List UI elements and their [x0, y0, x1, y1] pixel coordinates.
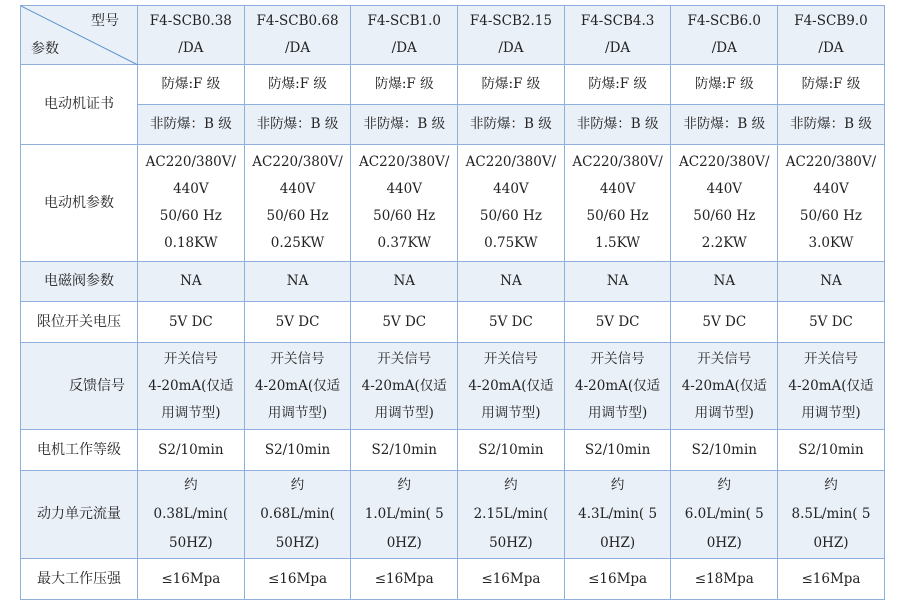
cell-line: /DA [605, 40, 631, 56]
cell-line: 开关信号 [377, 350, 432, 367]
cell-line: 50HZ) [275, 535, 320, 551]
cell-line: 440V [706, 181, 743, 197]
cert-non-explosion-proof: 非防爆：B 级 [671, 105, 778, 145]
cell-line: 2.15L/min( [473, 506, 549, 522]
cell-line: 6.0L/min( 5 [684, 506, 764, 522]
motor-value [458, 145, 565, 262]
cert-non-explosion-proof: 非防爆：B 级 [564, 105, 671, 145]
limit-value: 5V DC [458, 302, 565, 343]
cell-line: 2.2KW [701, 235, 747, 251]
cell-line: 用调节型) [161, 404, 221, 421]
cell-line: /DA [391, 40, 417, 56]
cell-line: 约 [290, 477, 305, 493]
row-label: 限位开关电压 [21, 302, 138, 343]
cell-line: /DA [818, 40, 844, 56]
duty-value: S2/10min [138, 430, 245, 471]
feedback-value [671, 343, 778, 430]
cell-line: 4-20mA(仅适 [788, 377, 874, 394]
model-header [778, 6, 885, 65]
feedback-value [564, 343, 671, 430]
cell-line: 440V [279, 181, 316, 197]
cell-line: 50/60 Hz [373, 208, 436, 224]
cell-line: 4-20mA(仅适 [361, 377, 447, 394]
row-label: 反馈信号 [21, 343, 138, 430]
duty-value: S2/10min [564, 430, 671, 471]
cert-explosion-proof: 防爆:F 级 [671, 65, 778, 105]
cell-line: 约 [397, 477, 411, 493]
model-header [458, 6, 565, 65]
motor-value [351, 145, 458, 262]
duty-value: S2/10min [244, 430, 351, 471]
cell-line: 50/60 Hz [586, 208, 649, 224]
flow-value [244, 471, 351, 559]
valve-value: NA [778, 262, 885, 302]
cert-explosion-proof: 防爆:F 级 [458, 65, 565, 105]
motor-value [138, 145, 245, 262]
row-flow [21, 471, 885, 559]
corner-model-label: 型号 [91, 13, 119, 29]
cell-line: 用调节型) [694, 404, 754, 421]
pressure-value: ≤16Mpa [138, 559, 245, 600]
pressure-value: ≤18Mpa [671, 559, 778, 600]
motor-value [778, 145, 885, 262]
model-header [244, 6, 351, 65]
cell-line: 4-20mA(仅适 [681, 377, 767, 394]
cell-line: 开关信号 [803, 350, 858, 367]
cert-explosion-proof: 防爆:F 级 [351, 65, 458, 105]
row-pressure [21, 559, 885, 600]
row-valve [21, 262, 885, 302]
valve-value: NA [458, 262, 565, 302]
limit-value: 5V DC [244, 302, 351, 343]
cell-line: 0HZ) [600, 535, 636, 551]
pressure-value: ≤16Mpa [458, 559, 565, 600]
flow-value [564, 471, 671, 559]
corner-param-label: 参数 [31, 41, 59, 57]
row-duty [21, 430, 885, 471]
duty-value: S2/10min [778, 430, 885, 471]
duty-value: S2/10min [458, 430, 565, 471]
cell-line: 4-20mA(仅适 [148, 377, 234, 394]
cell-line: F4-SCB0.68 [256, 13, 339, 29]
cell-line: 440V [493, 181, 529, 197]
valve-value: NA [138, 262, 245, 302]
cell-line: 用调节型) [801, 404, 861, 421]
cell-line: 440V [173, 181, 209, 197]
duty-value: S2/10min [671, 430, 778, 471]
model-header [671, 6, 778, 65]
cell-line: 用调节型) [587, 404, 648, 421]
cell-line: 1.0L/min( 5 [364, 506, 444, 522]
model-header [138, 6, 245, 65]
cell-line: 440V [813, 181, 849, 197]
cell-line: 1.5KW [595, 235, 641, 251]
cell-line: 0.37KW [377, 235, 431, 251]
cell-line: 8.5L/min( 5 [791, 506, 871, 522]
cell-line: F4-SCB2.15 [469, 13, 552, 29]
valve-value: NA [244, 262, 351, 302]
header-row [21, 6, 885, 65]
cell-line: 50/60 Hz [159, 208, 222, 224]
cell-line: 50HZ) [489, 535, 533, 551]
cell-line: F4-SCB6.0 [687, 13, 762, 29]
limit-value: 5V DC [778, 302, 885, 343]
row-label: 电动机参数 [21, 145, 138, 262]
spec-table [20, 5, 885, 600]
cell-line: AC220/380V/ [465, 154, 557, 170]
cell-line: AC220/380V/ [572, 154, 663, 170]
row-motor [21, 145, 885, 262]
cell-line: AC220/380V/ [252, 154, 343, 170]
cell-line: 3.0KW [808, 235, 854, 251]
row-limit [21, 302, 885, 343]
row-label: 动力单元流量 [21, 471, 138, 559]
cert-explosion-proof: 防爆:F 级 [138, 65, 245, 105]
motor-value [671, 145, 778, 262]
cell-line: 约 [824, 477, 838, 493]
cell-line: 4-20mA(仅适 [575, 377, 661, 394]
cell-line: 约 [610, 477, 625, 493]
feedback-value [778, 343, 885, 430]
feedback-value [138, 343, 245, 430]
row-motor-cert [21, 65, 885, 105]
cell-line: 50/60 Hz [799, 208, 863, 224]
cert-explosion-proof: 防爆:F 级 [244, 65, 351, 105]
cell-line: 50/60 Hz [266, 208, 329, 224]
row-label: 电机工作等级 [21, 430, 138, 471]
motor-value [564, 145, 671, 262]
cell-line: 约 [717, 477, 732, 493]
row-motor-cert-2 [21, 105, 885, 145]
pressure-value: ≤16Mpa [564, 559, 671, 600]
cell-line: 用调节型) [481, 404, 541, 421]
cell-line: 约 [184, 477, 198, 493]
cell-line: 用调节型) [374, 404, 434, 421]
cell-line: 0HZ) [813, 535, 849, 551]
cell-line: /DA [178, 40, 204, 56]
cell-line: 用调节型) [267, 404, 328, 421]
motor-value [244, 145, 351, 262]
flow-value [138, 471, 245, 559]
pressure-value: ≤16Mpa [244, 559, 351, 600]
limit-value: 5V DC [138, 302, 245, 343]
cell-line: 4-20mA(仅适 [468, 377, 554, 394]
cell-line: 开关信号 [270, 350, 325, 367]
flow-value [458, 471, 565, 559]
flow-value [778, 471, 885, 559]
cell-line: 440V [599, 181, 636, 197]
row-label: 最大工作压强 [21, 559, 138, 600]
cell-line: F4-SCB0.38 [149, 13, 232, 29]
cell-line: 4.3L/min( 5 [578, 506, 658, 522]
model-header [564, 6, 671, 65]
cert-non-explosion-proof: 非防爆：B 级 [458, 105, 565, 145]
cell-line: 0HZ) [706, 535, 742, 551]
cell-line: AC220/380V/ [679, 154, 770, 170]
cell-line: /DA [498, 40, 524, 56]
cell-line: 50/60 Hz [479, 208, 542, 224]
limit-value: 5V DC [564, 302, 671, 343]
cert-non-explosion-proof: 非防爆：B 级 [351, 105, 458, 145]
cell-line: /DA [284, 40, 311, 56]
cell-line: 50HZ) [169, 535, 213, 551]
cell-line: 0.38L/min( [153, 506, 229, 522]
cell-line: F4-SCB1.0 [367, 13, 441, 29]
feedback-value [244, 343, 351, 430]
cert-non-explosion-proof: 非防爆：B 级 [778, 105, 885, 145]
cell-line: 440V [386, 181, 422, 197]
row-label: 电动机证书 [21, 65, 138, 145]
pressure-value: ≤16Mpa [778, 559, 885, 600]
cell-line: F4-SCB9.0 [794, 13, 868, 29]
feedback-value [351, 343, 458, 430]
flow-value [351, 471, 458, 559]
valve-value: NA [671, 262, 778, 302]
duty-value: S2/10min [351, 430, 458, 471]
cell-line: AC220/380V/ [785, 154, 877, 170]
cell-line: AC220/380V/ [358, 154, 450, 170]
cell-line: 0.75KW [484, 235, 538, 251]
cert-non-explosion-proof: 非防爆：B 级 [138, 105, 245, 145]
cell-line: 0.68L/min( [260, 506, 335, 522]
cert-explosion-proof: 防爆:F 级 [564, 65, 671, 105]
cell-line: 开关信号 [163, 350, 218, 367]
cell-line: AC220/380V/ [145, 154, 237, 170]
cell-line: 0.18KW [164, 235, 218, 251]
cell-line: 约 [504, 477, 518, 493]
flow-value [671, 471, 778, 559]
feedback-value [458, 343, 565, 430]
limit-value: 5V DC [351, 302, 458, 343]
corner-header [21, 6, 138, 65]
cell-line: 4-20mA(仅适 [254, 377, 341, 394]
valve-value: NA [351, 262, 458, 302]
row-feedback [21, 343, 885, 430]
cell-line: 开关信号 [483, 350, 538, 367]
cert-explosion-proof: 防爆:F 级 [778, 65, 885, 105]
row-label: 电磁阀参数 [21, 262, 138, 302]
cell-line: /DA [711, 40, 737, 56]
cert-non-explosion-proof: 非防爆：B 级 [244, 105, 351, 145]
cell-line: 开关信号 [590, 350, 645, 367]
pressure-value: ≤16Mpa [351, 559, 458, 600]
cell-line: 0.25KW [270, 235, 325, 251]
valve-value: NA [564, 262, 671, 302]
cell-line: 0HZ) [386, 535, 422, 551]
cell-line: F4-SCB4.3 [580, 13, 655, 29]
cell-line: 50/60 Hz [693, 208, 756, 224]
model-header [351, 6, 458, 65]
limit-value: 5V DC [671, 302, 778, 343]
cell-line: 开关信号 [697, 350, 752, 367]
